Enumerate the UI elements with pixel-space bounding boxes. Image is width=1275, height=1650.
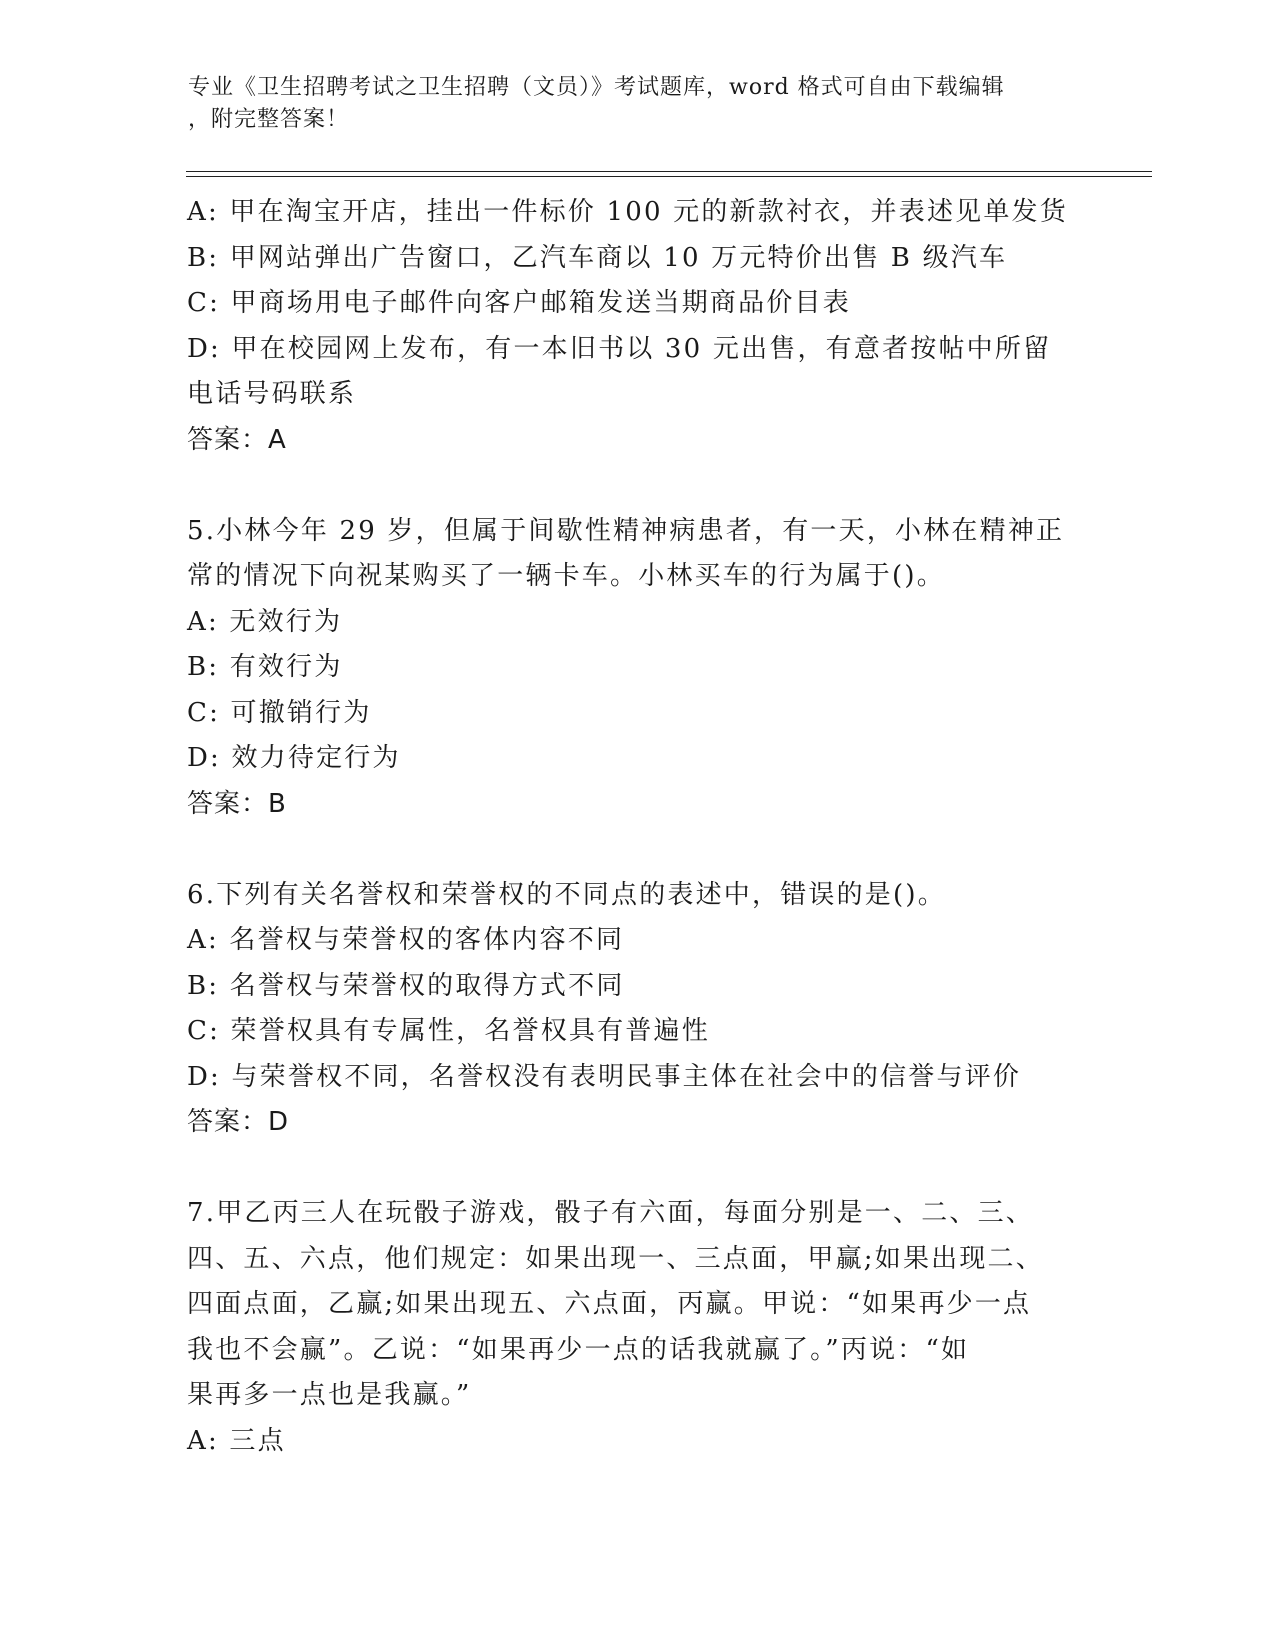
option-c: C: 甲商场用电子邮件向客户邮箱发送当期商品价目表 [187,288,851,318]
option-c: C: 可撤销行为 [187,697,372,728]
option-d: D: 效力待定行为 [187,743,401,773]
spacer [187,463,1117,509]
question-stem-continued: 常的情况下向祝某购买了一辆卡车。小林买车的行为属于()。 [187,561,945,591]
question-stem-continued: 果再多一点也是我赢。” [187,1380,472,1410]
question-stem: 5.小林今年 29 岁，但属于间歇性精神病患者，有一天，小林在精神正 [187,515,1065,546]
spacer [187,1146,1117,1192]
option-d: D: 甲在校园网上发布，有一本旧书以 30 元出售，有意者按帖中所留 [187,333,1052,364]
option-b: B: 有效行为 [187,652,343,682]
question-stem-continued: 四面点面，乙赢;如果出现五、六点面，丙赢。甲说：“如果再少一点 [187,1289,1032,1319]
header-rule-bottom [186,176,1152,177]
question-stem-continued: 我也不会赢”。乙说：“如果再少一点的话我就赢了。”丙说：“如 [187,1334,970,1365]
header-rule-top [186,171,1152,172]
option-a: A: 名誉权与荣誉权的客体内容不同 [187,925,625,955]
question-content [187,190,1117,1464]
option-c: C: 荣誉权具有专属性，名誉权具有普遍性 [187,1016,710,1046]
option-a: A: 甲在淘宝开店，挂出一件标价 100 元的新款衬衣，并表述见单发货 [187,197,1068,227]
question-4 [187,190,1117,463]
document-header [188,72,1088,136]
option-b: B: 名誉权与荣誉权的取得方式不同 [187,970,625,1001]
question-7 [187,1191,1117,1464]
question-stem-continued: 四、五、六点，他们规定：如果出现一、三点面，甲赢;如果出现二、 [187,1243,1044,1274]
question-5 [187,509,1117,828]
spacer [187,827,1117,873]
answer: 答案：D [187,1107,290,1137]
question-6 [187,873,1117,1146]
question-stem: 7.甲乙丙三人在玩骰子游戏，骰子有六面，每面分别是一、二、三、 [187,1198,1035,1228]
question-stem: 6.下列有关名誉权和荣誉权的不同点的表述中，错误的是()。 [187,879,946,910]
answer: 答案：B [187,788,287,819]
option-a: A: 三点 [187,1425,286,1456]
option-d-continued: 电话号码联系 [187,379,357,409]
option-b: B: 甲网站弹出广告窗口，乙汽车商以 10 万元特价出售 B 级汽车 [187,242,1008,273]
answer: 答案：A [187,424,287,455]
header-line-1: 专业《卫生招聘考试之卫生招聘（文员）》考试题库，word 格式可自由下载编辑 [188,75,1005,100]
option-a: A: 无效行为 [187,606,343,637]
header-line-2: ，附完整答案！ [188,107,350,132]
option-d: D: 与荣誉权不同，名誉权没有表明民事主体在社会中的信誉与评价 [187,1061,1022,1092]
